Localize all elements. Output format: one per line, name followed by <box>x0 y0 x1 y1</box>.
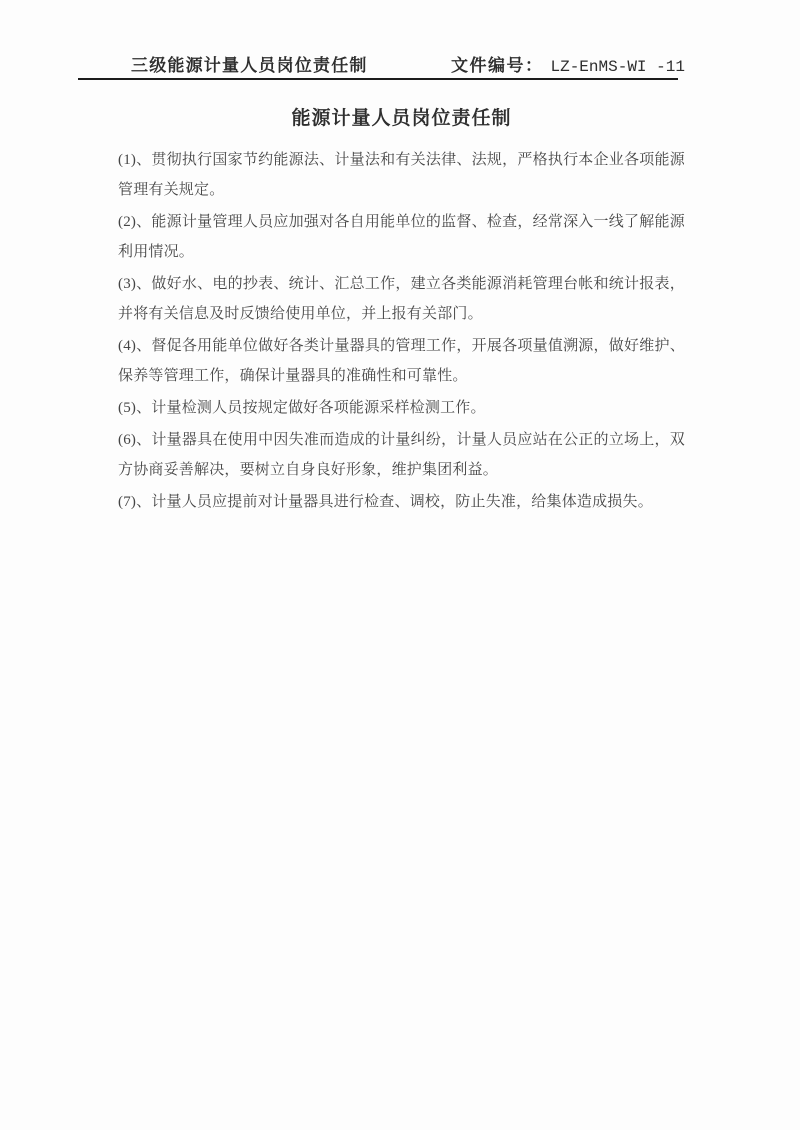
paragraph: (3)、做好水、电的抄表、统计、汇总工作，建立各类能源消耗管理台帐和统计报表，并将有关信息及时反馈给使用单位，并上报有关部门。 <box>118 276 685 322</box>
paragraph: (1)、贯彻执行国家节约能源法、计量法和有关法律、法规，严格执行本企业各项能源管理有关规定。 <box>118 152 685 198</box>
paragraph: (2)、能源计量管理人员应加强对各自用能单位的监督、检查，经常深入一线了解能源利用情况。 <box>118 214 685 260</box>
doc-number-label: 文件编号： <box>451 56 544 75</box>
paragraph: (7)、计量人员应提前对计量器具进行检查、调校，防止失准，给集体造成损失。 <box>118 494 653 510</box>
header-rule <box>78 78 678 80</box>
doc-number <box>451 51 685 76</box>
header-document-title: 三级能源计量人员岗位责任制 <box>131 56 368 75</box>
paragraph: (5)、计量检测人员按规定做好各项能源采样检测工作。 <box>118 400 486 416</box>
paragraph: (6)、计量器具在使用中因失准而造成的计量纠纷，计量人员应站在公正的立场上，双方协商妥善解决，要树立自身良好形象，维护集团利益。 <box>118 432 685 478</box>
paragraph: (4)、督促各用能单位做好各类计量器具的管理工作，开展各项量值溯源，做好维护、保养等管理工作，确保计量器具的准确性和可靠性。 <box>118 338 685 384</box>
paragraph-list <box>118 145 685 517</box>
doc-number-value: LZ-EnMS-WI -11 <box>550 58 685 76</box>
document-content <box>118 96 685 517</box>
document-title: 能源计量人员岗位责任制 <box>291 108 512 129</box>
